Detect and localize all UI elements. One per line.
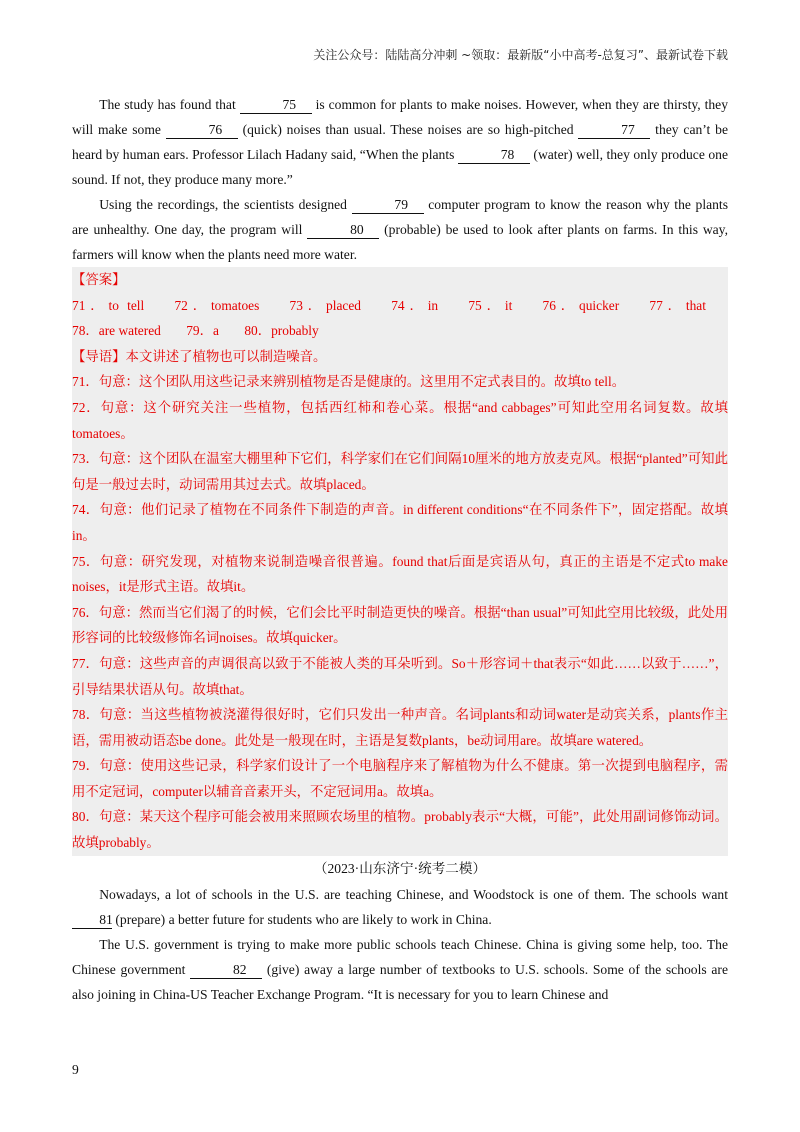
text-span: Using the recordings, the scientists designed <box>99 197 352 212</box>
answer-item: 74．in <box>391 297 439 313</box>
passage2-paragraph1 <box>72 882 728 932</box>
text-span: (give) away a large number of textbooks to U.S. schools. Some of the schools are also joining in China-US Teacher Exchange Program. “It is necessary for you to learn Chinese and <box>72 961 728 1002</box>
text-span: (water) well, they only produce one sound. If not, they produce many more.” <box>72 147 728 187</box>
blank-78: 78 <box>458 147 530 164</box>
text-span: (prepare) a better future for students who are likely to work in China. <box>112 911 492 927</box>
text-span: (quick) noises than usual. These noises are so high-pitched <box>237 122 579 137</box>
explanation-78: 78．句意：当这些植物被浇灌得很好时，它们只发出一种声音。名词plants和动词water是动宾关系，plants作主语，需用被动语态be done。此处是一般现在时，主语是复数plants，be动词用are。故填are watered。 <box>72 707 728 748</box>
answer-item: 80．probably <box>244 323 319 339</box>
explanation-72: 72．句意：这个研究关注一些植物，包括西红柿和卷心菜。根据“and cabbages”可知此空用名词复数。故填tomatoes。 <box>72 399 728 441</box>
text-span: (probable) be used to look after plants on farms. In this way, farmers will know when the plants need more water. <box>72 222 728 262</box>
text-span: The U.S. government is trying to make more public schools teach Chinese. China is giving some help, too. The Chinese government <box>72 936 728 977</box>
blank-80: 80 <box>307 222 379 239</box>
passage1-paragraph1 <box>72 92 728 192</box>
answer-section <box>72 267 728 856</box>
explanation-79: 79．句意：使用这些记录，科学家们设计了一个电脑程序来了解植物为什么不健康。第一次提到电脑程序，需用不定冠词，computer以辅音音素开头，不定冠词用a。故填a。 <box>72 758 728 799</box>
blank-77: 77 <box>578 122 650 139</box>
explanation-73: 73．句意：这个团队在温室大棚里种下它们，科学家们在它们间隔10厘米的地方放麦克风。根据“planted”可知此句是一般过去时，动词需用其过去式。故填placed。 <box>72 451 728 492</box>
explanation-74: 74．句意：他们记录了植物在不同条件下制造的声音。in different conditions“在不同条件下”，固定搭配。故填in。 <box>72 502 728 543</box>
text-span: The study has found that <box>99 97 240 112</box>
answer-label: 【答案】 <box>72 272 126 287</box>
explanation-71: 71．句意：这个团队用这些记录来辨别植物是否是健康的。这里用不定式表目的。故填to tell。 <box>72 374 626 390</box>
exam-source: （2023·山东济宁·统考二模） <box>313 860 487 876</box>
blank-82: 82 <box>190 962 262 979</box>
explanation-77: 77．句意：这些声音的声调很高以致于不能被人类的耳朵听到。So＋形容词＋that表示“如此……以致于……”，引导结果状语从句。故填that。 <box>72 655 728 697</box>
answer-item: 71．to tell <box>72 297 145 313</box>
text-span: computer program to know the reason why the plants are unhealthy. One day, the program will <box>72 197 728 237</box>
answer-item: 75．it <box>468 297 513 313</box>
answer-item: 76．quicker <box>542 297 620 313</box>
answer-item: 73．placed <box>289 297 361 313</box>
blank-75: 75 <box>240 97 312 114</box>
explanation-76: 76．句意：然而当它们渴了的时候，它们会比平时制造更快的噪音。根据“than usual”可知此空用比较级，此处用形容词的比较级修饰名词noises。故填quicker。 <box>72 604 728 646</box>
blank-79: 79 <box>352 197 424 214</box>
text-span: is common for plants to make noises. However, when they are thirsty, they will make some <box>72 97 728 137</box>
page-number: 9 <box>72 1062 79 1077</box>
explanation-80: 80．句意：某天这个程序可能会被用来照顾农场里的植物。probably表示“大概，可能”，此处用副词修饰动词。故填probably。 <box>72 809 728 851</box>
answer-item: 72．tomatoes <box>174 297 260 313</box>
blank-81: 81 <box>72 912 112 929</box>
explanation-75: 75．句意：研究发现，对植物来说制造噪音很普遍。found that后面是宾语从句，真正的主语是不定式to make noises，it是形式主语。故填it。 <box>72 553 728 595</box>
answer-item: 79．a <box>186 323 219 339</box>
text-span: they can’t be heard by human ears. Professor Lilach Hadany said, “When the plants <box>72 122 728 162</box>
blank-76: 76 <box>166 122 238 139</box>
page-header: 关注公众号：陆陆高分冲刺 ~领取：最新版“小中高考-总复习”、最新试卷下载 <box>313 48 728 62</box>
answer-item: 78．are watered <box>72 323 161 339</box>
text-span: Nowadays, a lot of schools in the U.S. are teaching Chinese, and Woodstock is one of them. The schools want <box>99 886 728 902</box>
passage1-paragraph2 <box>72 192 728 267</box>
guide-text: 【导语】本文讲述了植物也可以制造噪音。 <box>72 348 327 364</box>
document-content <box>72 92 728 1007</box>
passage2-paragraph2 <box>72 932 728 1007</box>
answer-list <box>72 293 728 344</box>
answer-item: 77．that <box>649 297 706 313</box>
